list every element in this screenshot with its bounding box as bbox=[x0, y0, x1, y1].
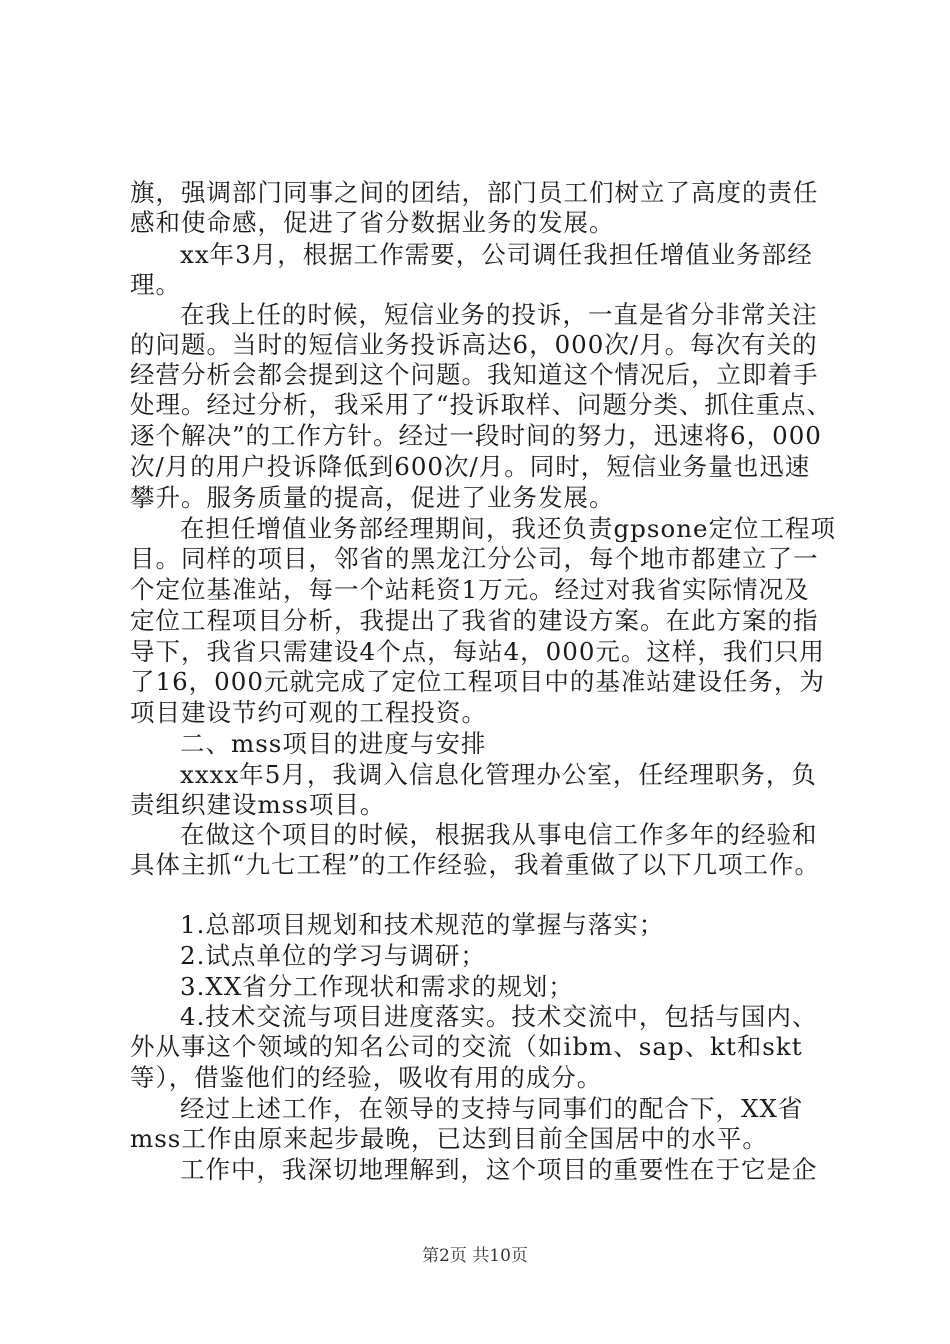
list-item: 2.试点单位的学习与调研； bbox=[180, 941, 486, 970]
text-line: 经过上述工作，在领导的支持与同事们的配合下，XX省 bbox=[180, 1094, 804, 1123]
text-line: 旗，强调部门同事之间的团结，部门员工们树立了高度的责任 bbox=[130, 178, 819, 207]
text-line: 个定位基准站，每一个站耗资1万元。经过对我省实际情况及 bbox=[130, 575, 810, 604]
list-item: 1.总部项目规划和技术规范的掌握与落实； bbox=[180, 910, 665, 939]
text-line: 次/月的用户投诉降低到600次/月。同时，短信业务量也迅速 bbox=[130, 452, 811, 481]
text-line: mss工作由原来起步最晚，已达到目前全国居中的水平。 bbox=[130, 1124, 768, 1153]
text-line: 具体主抓“九七工程”的工作经验，我着重做了以下几项工作。 bbox=[130, 850, 821, 879]
text-line: 逐个解决”的工作方针。经过一段时间的努力，迅速将6，000 bbox=[130, 421, 822, 450]
text-line: xx年3月，根据工作需要，公司调任我担任增值业务部经 bbox=[180, 240, 813, 269]
list-item: 3.XX省分工作现状和需求的规划； bbox=[180, 972, 574, 1001]
text-line: 在做这个项目的时候，根据我从事电信工作多年的经验和 bbox=[180, 820, 818, 849]
text-line: xxxx年5月，我调入信息化管理办公室，任经理职务，负 bbox=[180, 760, 817, 789]
text-line: 工作中，我深切地理解到，这个项目的重要性在于它是企 bbox=[180, 1155, 818, 1184]
text-line: 责组织建设mss项目。 bbox=[130, 790, 386, 819]
text-line: 理。 bbox=[130, 270, 181, 299]
text-line: 的问题。当时的短信业务投诉高达6，000次/月。每次有关的 bbox=[130, 330, 818, 359]
text-line: 外从事这个领域的知名公司的交流（如ibm、sap、kt和skt bbox=[130, 1032, 803, 1061]
text-line: 经营分析会都会提到这个问题。我知道这个情况后，立即着手 bbox=[130, 360, 819, 389]
text-line: 攀升。服务质量的提高，促进了业务发展。 bbox=[130, 483, 615, 512]
text-line: 项目建设节约可观的工程投资。 bbox=[130, 698, 487, 727]
text-line: 处理。经过分析，我采用了“投诉取样、问题分类、抓住重点、 bbox=[130, 390, 833, 419]
text-line: 感和使命感，促进了省分数据业务的发展。 bbox=[130, 208, 615, 237]
text-line: 定位工程项目分析，我提出了我省的建设方案。在此方案的指 bbox=[130, 606, 819, 635]
text-line: 等），借鉴他们的经验，吸收有用的成分。 bbox=[130, 1063, 603, 1092]
text-line: 了16，000元就完成了定位工程项目中的基准站建设任务，为 bbox=[130, 667, 825, 696]
list-item: 4.技术交流与项目进度落实。技术交流中，包括与国内、 bbox=[180, 1002, 818, 1031]
text-line: 目。同样的项目，邻省的黑龙江分公司，每个地市都建立了一 bbox=[130, 544, 819, 573]
text-line: 在担任增值业务部经理期间，我还负责gpsone定位工程项 bbox=[180, 514, 836, 543]
text-line: 导下，我省只需建设4个点，每站4，000元。这样，我们只用 bbox=[130, 637, 825, 666]
section-heading: 二、mss项目的进度与安排 bbox=[180, 729, 487, 758]
page-number-footer: 第2页 共10页 bbox=[422, 1246, 528, 1266]
text-line: 在我上任的时候，短信业务的投诉，一直是省分非常关注 bbox=[180, 300, 818, 329]
